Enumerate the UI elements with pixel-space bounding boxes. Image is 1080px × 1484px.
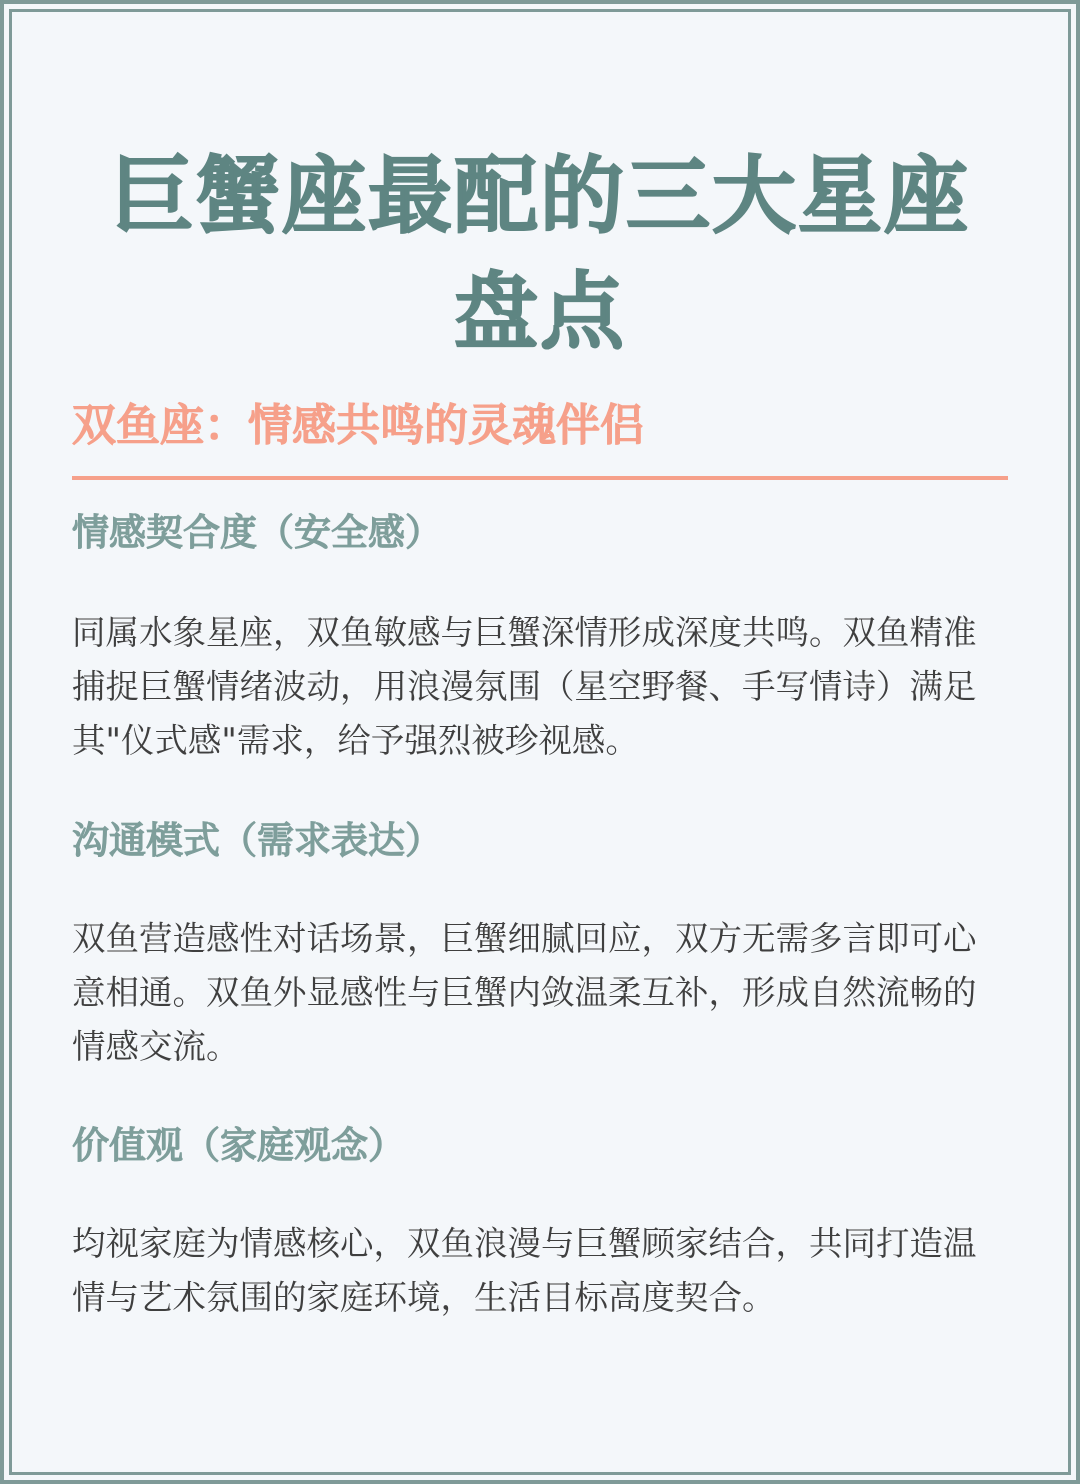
subheading-emotional-fit: 情感契合度（安全感） (72, 511, 442, 554)
paragraph-emotional-fit: 同属水象星座，双鱼敏感与巨蟹深情形成深度共鸣。双鱼精准捕捉巨蟹情绪波动，用浪漫氛围（星空野餐、手写情诗）满足其"仪式感"需求，给予强烈被珍视感。 (72, 613, 977, 760)
article-content (72, 0, 1008, 1325)
subheading-values: 价值观（家庭观念） (72, 1124, 405, 1167)
section-heading: 双鱼座：情感共鸣的灵魂伴侣 (72, 396, 1008, 480)
paragraph-communication: 双鱼营造感性对话场景，巨蟹细腻回应，双方无需多言即可心意相通。双鱼外显感性与巨蟹内敛温柔互补，形成自然流畅的情感交流。 (72, 919, 977, 1066)
page-title: 巨蟹座最配的三大星座盘点 (109, 147, 970, 361)
subheading-communication: 沟通模式（需求表达） (72, 819, 442, 862)
paragraph-values: 均视家庭为情感核心，双鱼浪漫与巨蟹顾家结合，共同打造温情与艺术氛围的家庭环境，生活目标高度契合。 (72, 1224, 977, 1317)
